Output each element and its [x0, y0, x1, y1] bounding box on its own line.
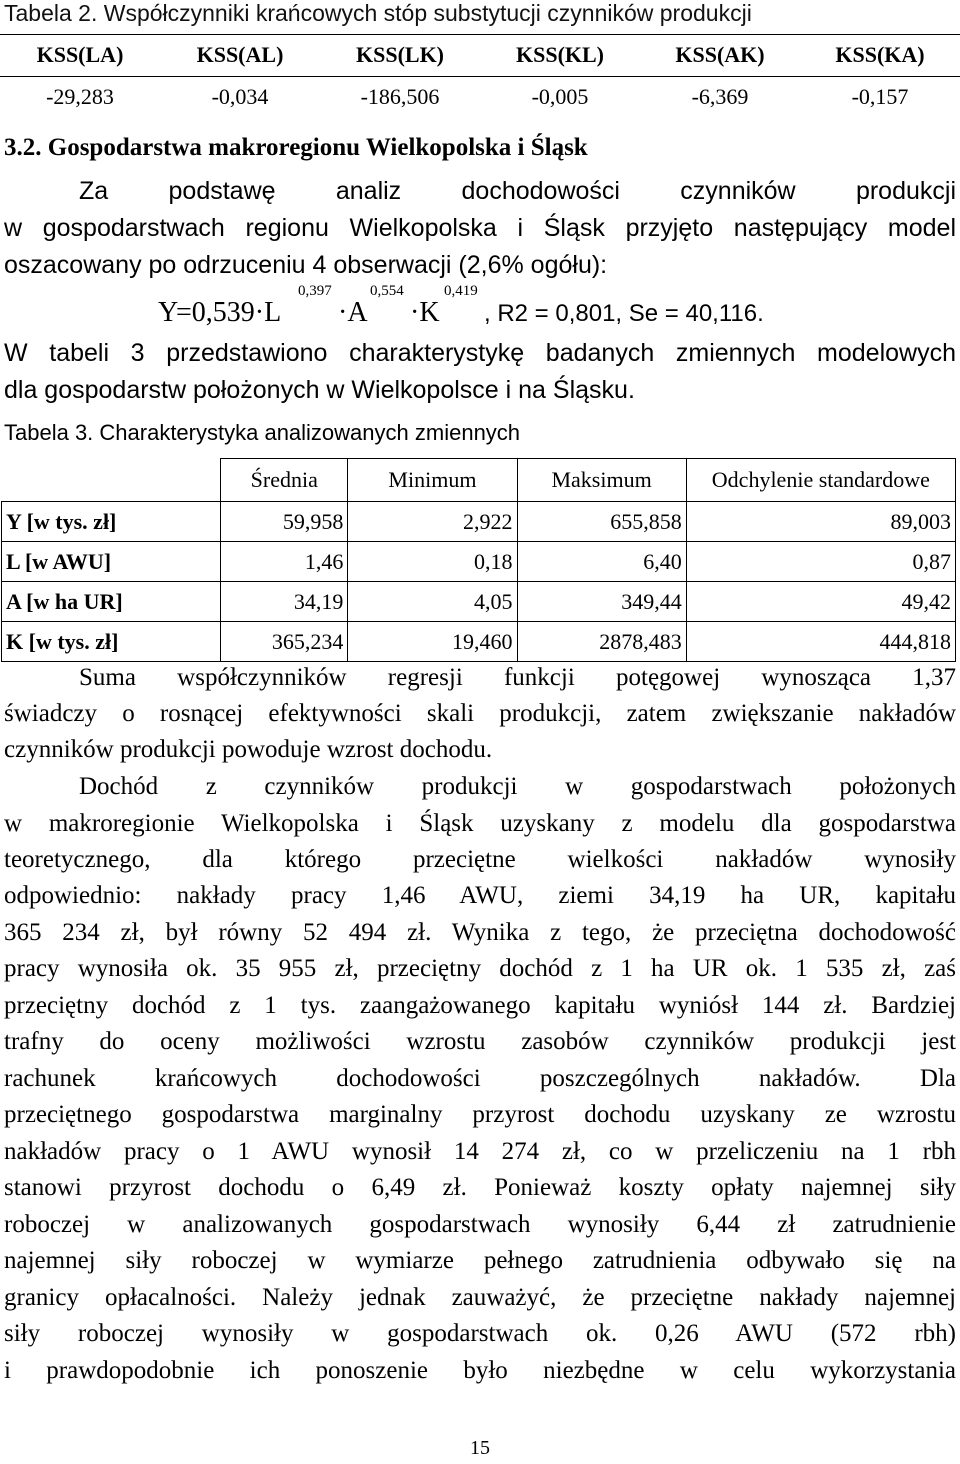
table3-cell: 34,19	[221, 582, 348, 622]
paragraph1-line: świadczy o rosnącej efektywności skali produkcji, zatem zwiększanie nakładów	[4, 700, 956, 727]
table3-header-cell: Odchylenie standardowe	[686, 459, 955, 502]
table3-cell: 0,87	[686, 542, 955, 582]
table3-cell: 4,05	[348, 582, 517, 622]
table2-header-cell: KSS(LA)	[36, 42, 124, 67]
table3-row-label: Y [w tys. zł]	[2, 502, 221, 542]
table3-cell: 89,003	[686, 502, 955, 542]
page-number: 15	[470, 1437, 490, 1459]
table3-cell: 1,46	[221, 542, 348, 582]
table-row	[2, 622, 956, 662]
table3-header-cell: Maksimum	[517, 459, 686, 502]
table3-row-label: A [w ha UR]	[2, 582, 221, 622]
table2-top-rule	[0, 34, 960, 35]
table3-header-row	[2, 459, 956, 502]
paragraph2-line: granicy opłacalności. Należy jednak zauważyć, że przeciętne nakłady najemnej	[4, 1284, 956, 1311]
intro-line: Za podstawę analiz dochodowości czynników produkcji	[79, 177, 956, 205]
formula-A: ·A	[338, 297, 368, 328]
formula-K: ·K	[410, 297, 440, 328]
formula-eq: =0,539·L	[176, 297, 282, 328]
table-row	[2, 542, 956, 582]
paragraph2-line: siły roboczej wynosiły w gospodarstwach ok. 0,26 AWU (572 rbh)	[4, 1320, 956, 1347]
section-heading: 3.2. Gospodarstwa makroregionu Wielkopolska i Śląsk	[4, 134, 588, 161]
table3-header-cell: Minimum	[348, 459, 517, 502]
formula-exponent-K: 0,419	[444, 283, 478, 299]
table3-corner-cell	[2, 459, 221, 502]
table2-header-cell: KSS(AK)	[675, 42, 765, 67]
formula-exponent-L: 0,397	[298, 283, 332, 299]
table2-value-cell: -0,157	[851, 84, 909, 109]
paragraph2-line: przeciętnego gospodarstwa marginalny przyrost dochodu uzyskany ze wzrostu	[4, 1101, 956, 1128]
table3-caption: Tabela 3. Charakterystyka analizowanych zmiennych	[4, 420, 521, 445]
paragraph2-line: stanowi przyrost dochodu o 6,49 zł. Ponieważ koszty opłaty najemnej siły	[4, 1174, 956, 1201]
table2-value-cell: -0,034	[211, 84, 269, 109]
table2-header-cell: KSS(LK)	[355, 42, 445, 67]
table2-value-cell: -0,005	[531, 84, 589, 109]
formula-lhs: Y	[158, 297, 179, 328]
table3-cell: 59,958	[221, 502, 348, 542]
formula-stats: , R2 = 0,801, Se = 40,116.	[484, 300, 764, 327]
table3-cell: 444,818	[686, 622, 955, 662]
body-line: dla gospodarstw położonych w Wielkopolsce i na Śląsku.	[4, 376, 635, 404]
paragraph2-line: w makroregionie Wielkopolska i Śląsk uzyskany z modelu dla gospodarstwa	[4, 810, 956, 837]
table2-header-row	[0, 40, 960, 70]
formula-exponent-A: 0,554	[370, 283, 404, 299]
table3-cell: 0,18	[348, 542, 517, 582]
table3-cell: 655,858	[517, 502, 686, 542]
table2-value-cell: -186,506	[360, 84, 440, 109]
intro-line: w gospodarstwach regionu Wielkopolska i Śląsk przyjęto następujący model	[4, 214, 956, 242]
table2-value-cell: -6,369	[691, 84, 749, 109]
table3-cell: 2,922	[348, 502, 517, 542]
table2-header-cell: KSS(KL)	[515, 42, 605, 67]
paragraph1-line: czynników produkcji powoduje wzrost dochodu.	[4, 736, 493, 763]
table3-header-cell: Średnia	[221, 459, 348, 502]
body-line: W tabeli 3 przedstawiono charakterystykę badanych zmiennych modelowych	[4, 339, 956, 367]
table2-caption: Tabela 2. Współczynniki krańcowych stóp substytucji czynników produkcji	[4, 0, 752, 26]
paragraph2-line: rachunek krańcowych dochodowości poszczególnych nakładów. Dla	[4, 1065, 956, 1092]
table2-value-row	[0, 82, 960, 112]
table3-row-label: L [w AWU]	[2, 542, 221, 582]
paragraph2-line: teoretycznego, dla którego przeciętne wielkości nakładów wynosiły	[4, 846, 956, 873]
table3-cell: 49,42	[686, 582, 955, 622]
paragraph2-line: trafny do oceny możliwości wzrostu zasobów czynników produkcji jest	[4, 1028, 956, 1055]
intro-line: oszacowany po odrzuceniu 4 obserwacji (2,6% ogółu):	[4, 251, 608, 279]
table3	[1, 458, 956, 662]
table3-row-label: K [w tys. zł]	[2, 622, 221, 662]
table-row	[2, 582, 956, 622]
table2-value-cell: -29,283	[46, 84, 114, 109]
paragraph2-line: Dochód z czynników produkcji w gospodarstwach położonych	[79, 773, 956, 800]
paragraph1-line: Suma współczynników regresji funkcji potęgowej wynosząca 1,37	[79, 664, 956, 691]
paragraph2-line: roboczej w analizowanych gospodarstwach wynosiły 6,44 zł zatrudnienie	[4, 1211, 956, 1238]
paragraph2-line: nakładów pracy o 1 AWU wynosił 14 274 zł, co w przeliczeniu na 1 rbh	[4, 1138, 956, 1165]
table-row	[2, 502, 956, 542]
paragraph2-line: przeciętny dochód z 1 tys. zaangażowanego kapitału wyniósł 144 zł. Bardziej	[4, 992, 956, 1019]
paragraph2-line: odpowiednio: nakłady pracy 1,46 AWU, ziemi 34,19 ha UR, kapitału	[4, 882, 956, 909]
paragraph2-line: najemnej siły roboczej w wymiarze pełnego zatrudnienia odbywało się na	[4, 1247, 956, 1274]
table2-header-cell: KSS(AL)	[196, 42, 284, 67]
table2-header-cell: KSS(KA)	[835, 42, 925, 67]
table3-cell: 2878,483	[517, 622, 686, 662]
paragraph2-line: i prawdopodobnie ich ponoszenie było niezbędne w celu wykorzystania	[4, 1357, 956, 1384]
table3-cell: 19,460	[348, 622, 517, 662]
table3-cell: 349,44	[517, 582, 686, 622]
table2-mid-rule	[0, 76, 960, 77]
paragraph2-line: 365 234 zł, był równy 52 494 zł. Wynika z tego, że przeciętna dochodowość	[4, 919, 956, 946]
table3-cell: 365,234	[221, 622, 348, 662]
paragraph2-line: pracy wynosiła ok. 35 955 zł, przeciętny dochód z 1 ha UR ok. 1 535 zł, zaś	[4, 955, 956, 982]
table3-cell: 6,40	[517, 542, 686, 582]
